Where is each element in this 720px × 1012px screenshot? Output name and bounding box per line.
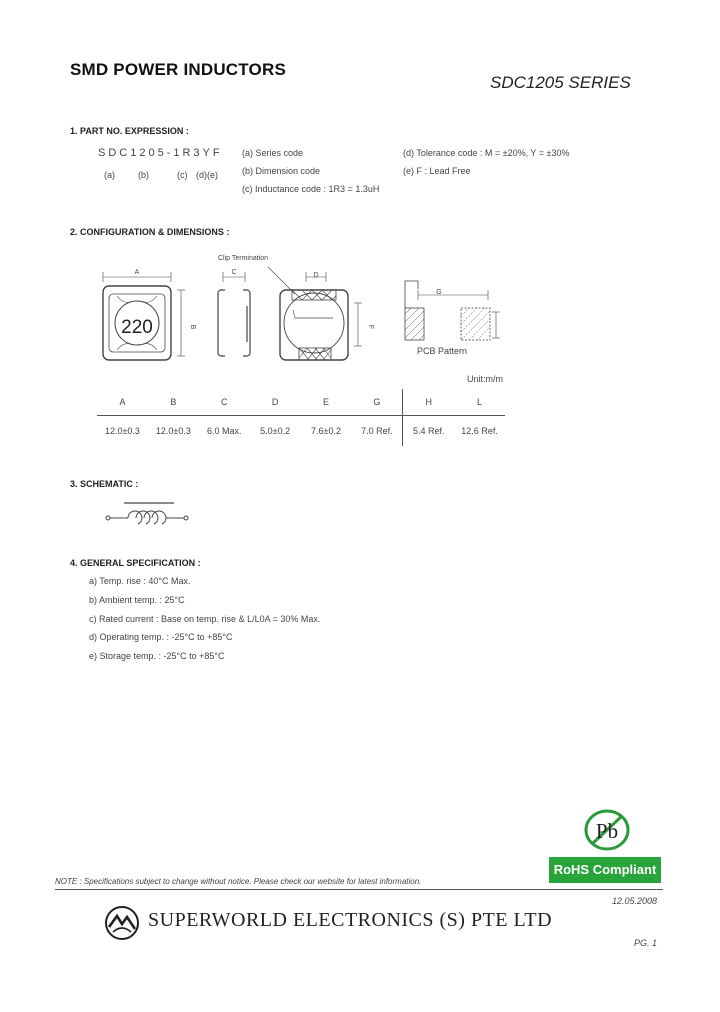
- marker-b: (b): [138, 170, 149, 180]
- section-part-no-heading: 1. PART NO. EXPRESSION :: [70, 126, 189, 136]
- table-header-cell: G: [351, 389, 402, 416]
- part-number-code: SDC1205-1R3YF: [98, 147, 223, 159]
- dim-a-label: A: [134, 269, 140, 276]
- section-config-heading: 2. CONFIGURATION & DIMENSIONS :: [70, 227, 230, 237]
- company-name: SUPERWORLD ELECTRONICS (S) PTE LTD: [148, 909, 553, 931]
- pb-label: Pb: [595, 819, 619, 843]
- table-cell: 12.0±0.3: [104, 426, 140, 436]
- desc-a: (a) Series code: [242, 148, 304, 158]
- section-schematic-heading: 3. SCHEMATIC :: [70, 479, 139, 489]
- table-header-cell: E: [301, 389, 352, 416]
- table-header-cell: C: [199, 389, 250, 416]
- spec-item: a) Temp. rise : 40°C Max.: [89, 576, 191, 586]
- dimension-drawing: [95, 250, 515, 380]
- pcb-pattern: [405, 281, 500, 340]
- footer-note: NOTE : Specifications subject to change without notice. Please check our website for latest information.: [55, 877, 422, 886]
- top-view: [103, 272, 185, 360]
- desc-b: (b) Dimension code: [242, 166, 321, 176]
- table-header-cell: B: [148, 389, 199, 416]
- table-header-cell: A: [97, 389, 148, 416]
- marker-a: (a): [104, 170, 115, 180]
- table-cell: 12.6 Ref.: [461, 426, 498, 436]
- section-spec-heading: 4. GENERAL SPECIFICATION :: [70, 558, 201, 568]
- dim-d-label: D: [313, 272, 319, 279]
- table-cell: 7.0 Ref.: [361, 426, 393, 436]
- table-header-row: [97, 389, 505, 416]
- clip-termination-label: Clip Termination: [218, 255, 269, 262]
- spec-item: b) Ambient temp. : 25°C: [89, 595, 185, 605]
- unit-label: Unit:m/m: [467, 374, 503, 384]
- desc-d: (d) Tolerance code : M = ±20%, Y = ±30%: [403, 148, 570, 158]
- page-number: PG. 1: [634, 938, 658, 948]
- desc-c: (c) Inductance code : 1R3 = 1.3uH: [242, 184, 380, 194]
- dim-c-label: C: [231, 269, 237, 276]
- inductor-symbol: [102, 498, 194, 530]
- table-header-cell: D: [250, 389, 301, 416]
- spec-item: c) Rated current : Base on temp. rise & L/L0A = 30% Max.: [89, 614, 321, 624]
- inductor-marking: 220: [121, 317, 153, 338]
- dim-f-label: F: [367, 324, 374, 330]
- side-view: [218, 272, 250, 356]
- page-title: SMD POWER INDUCTORS: [70, 60, 286, 79]
- spec-item: d) Operating temp. : -25°C to +85°C: [89, 632, 233, 642]
- table-row: [97, 416, 505, 447]
- series-title: SDC1205 SERIES: [490, 73, 631, 92]
- pcb-pattern-label: PCB Pattern: [417, 346, 468, 356]
- lead-free-icon: [583, 808, 631, 852]
- footer-date: 12.05.2008: [612, 896, 658, 906]
- dim-g-label: G: [436, 289, 442, 296]
- table-header-cell: L: [454, 389, 505, 416]
- table-cell: 7.6±0.2: [311, 426, 341, 436]
- bottom-view: [268, 267, 362, 360]
- dim-b-label: B: [189, 324, 196, 330]
- rohs-label: RoHS Compliant: [553, 862, 657, 877]
- marker-de: (d)(e): [196, 170, 218, 180]
- table-cell: 12.0±0.3: [155, 426, 191, 436]
- spec-item: e) Storage temp. : -25°C to +85°C: [89, 651, 225, 661]
- table-cell: 6.0 Max.: [207, 426, 242, 436]
- company-logo-icon: [104, 905, 140, 941]
- table-cell: 5.0±0.2: [260, 426, 291, 436]
- marker-c: (c): [177, 170, 188, 180]
- table-header-cell: H: [403, 389, 454, 416]
- dimension-table: [97, 389, 505, 446]
- table-cell: 5.4 Ref.: [403, 416, 454, 447]
- desc-e: (e) F : Lead Free: [403, 166, 471, 176]
- footer-divider: [55, 889, 663, 890]
